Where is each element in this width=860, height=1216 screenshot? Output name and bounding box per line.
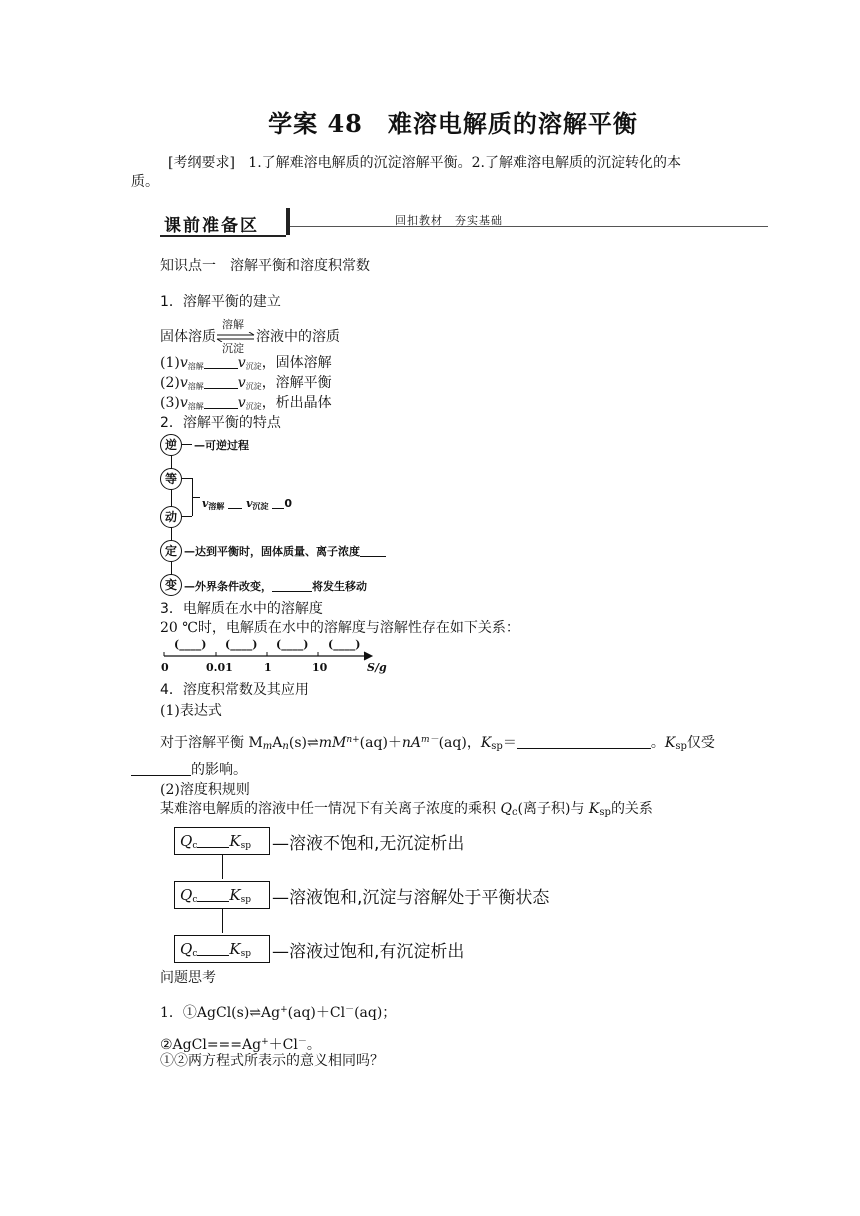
eq-text: (aq)＋Cl	[287, 1005, 346, 1021]
eq-text: (aq)；	[354, 1005, 397, 1021]
expr-text: (aq)＋	[359, 735, 402, 751]
expr-sub: m	[262, 741, 273, 752]
ksp-expression	[160, 731, 715, 756]
requirements-text: 1.了解难溶电解质的沉淀溶解平衡。2.了解难溶电解质的沉淀转化的本	[248, 155, 682, 171]
qc-symbol: Q	[180, 940, 193, 958]
rule-text: (离子积)与	[517, 801, 589, 817]
ksp-subscript: sp	[599, 807, 611, 818]
expr-text: 仅受	[686, 735, 715, 751]
v-symbol: v	[179, 375, 188, 391]
sec3-text: 20 ℃时，电解质在水中的溶解度与溶解性存在如下关系：	[160, 620, 520, 636]
ksp-symbol: K	[480, 735, 492, 751]
qbox-supersaturated	[174, 935, 270, 963]
ksp-symbol: K	[229, 832, 241, 850]
equilibrium-arrow	[216, 318, 256, 355]
qc-subscript: c	[511, 807, 518, 818]
ksp-symbol: K	[229, 940, 241, 958]
item-number: (2)	[160, 375, 180, 391]
solubility-paren-1: (____)	[174, 638, 207, 651]
solubility-rule-text	[160, 800, 653, 822]
requirements-tag: [考纲要求]	[168, 155, 235, 171]
ksp-symbol: K	[664, 735, 676, 751]
sec1-equation	[160, 318, 340, 355]
question-text: ①②两方程式所表示的意义相同吗？	[160, 1053, 384, 1069]
item-result: ，固体溶解	[261, 355, 332, 371]
expr-text: A	[272, 735, 283, 751]
v-symbol: v	[237, 375, 246, 391]
knowledge-point-heading: 知识点一 溶解平衡和溶度积常数	[160, 258, 370, 274]
node-equal: 等	[160, 468, 182, 490]
eq-sup: +	[261, 1037, 269, 1047]
qc-symbol: Q	[180, 886, 193, 904]
sec2-heading: 2．溶解平衡的特点	[160, 415, 281, 431]
eq-text: ②AgCl===Ag	[160, 1037, 262, 1053]
qc-subscript: c	[192, 949, 198, 959]
tick-10: 10	[312, 661, 328, 674]
sec1-heading: 1．溶解平衡的建立	[160, 294, 281, 310]
ksp-symbol: K	[229, 886, 241, 904]
v-symbol: v	[237, 355, 246, 371]
fill-blank[interactable]	[204, 374, 238, 389]
expr-text: mM	[318, 735, 347, 751]
qbox-connector-1	[222, 855, 223, 879]
qc-subscript: c	[192, 841, 198, 851]
arrow-bottom-label: 沉淀	[222, 342, 244, 355]
node-dynamic: 动	[160, 506, 182, 528]
sec1-item-1	[160, 354, 332, 376]
expr-text: (s)⇌	[288, 735, 319, 751]
sec1-prefix: 固体溶质	[160, 329, 216, 345]
sec3-heading: 3．电解质在水中的溶解度	[160, 601, 323, 617]
tick-1: 1	[264, 661, 272, 674]
ksp-symbol: K	[588, 801, 600, 817]
sec1-item-2	[160, 374, 332, 396]
fill-blank[interactable]	[272, 581, 312, 592]
node-fixed-label: —达到平衡时，固体质量、离子浓度	[184, 543, 386, 559]
question-eq1	[160, 1001, 396, 1022]
sec4-heading: 4．溶度积常数及其应用	[160, 682, 309, 698]
expr-text: 。	[650, 735, 665, 751]
fill-blank[interactable]	[204, 394, 238, 409]
rule-text: 的关系	[610, 801, 653, 817]
v-symbol: v	[179, 355, 188, 371]
qc-symbol: Q	[180, 832, 193, 850]
item-result: ，析出晶体	[261, 395, 332, 411]
sec1-suffix: 溶液中的溶质	[256, 329, 340, 345]
v-symbol: v	[246, 497, 253, 510]
banner-subtitle: 回扣教材 夯实基础	[395, 214, 503, 227]
bracket-bottom	[182, 516, 192, 517]
ksp-subscript: sp	[675, 741, 687, 752]
node-label: 达到平衡时，固体质量、离子浓度	[195, 545, 360, 558]
node-fixed: 定	[160, 540, 182, 562]
solubility-paren-3: (____)	[276, 638, 309, 651]
fill-blank[interactable]	[197, 887, 229, 902]
qbox-connector-2	[222, 909, 223, 933]
question-heading: 问题思考	[160, 970, 216, 986]
node-change-label: —外界条件改变， 将发生移动	[184, 580, 367, 593]
expr-sup: n+	[346, 735, 360, 745]
qbox-unsaturated-desc: —溶液不饱和,无沉淀析出	[272, 834, 465, 854]
bracket-top	[182, 478, 192, 479]
v-subscript: 沉淀	[252, 502, 269, 511]
eq-text: 。	[306, 1037, 321, 1053]
question-eq2	[160, 1033, 321, 1054]
expr-text: ＝	[502, 735, 517, 751]
banner-title: 课前准备区	[164, 216, 259, 236]
banner-bar	[286, 208, 290, 235]
influence-text: 的影响。	[191, 762, 247, 778]
v-symbol: v	[237, 395, 246, 411]
qbox-saturated-desc: —溶液饱和,沉淀与溶解处于平衡状态	[272, 888, 550, 908]
qc-symbol: Q	[500, 801, 512, 817]
sec4-sub2: (2)溶度积规则	[160, 782, 250, 798]
rule-text: 某难溶电解质的溶液中任一情况下有关离子浓度的乘积	[160, 801, 501, 817]
arrow-top-label: 溶解	[222, 318, 244, 331]
solubility-paren-2: (____)	[225, 638, 258, 651]
fill-blank[interactable]	[131, 761, 191, 776]
tick-0: 0	[161, 661, 169, 674]
eq-text: 1．①AgCl(s)⇌Ag	[160, 1005, 281, 1021]
fill-blank[interactable]	[204, 354, 238, 369]
v-subscript: 溶解	[187, 382, 204, 391]
v-subscript: 沉淀	[245, 362, 262, 371]
rate-relation	[202, 497, 292, 512]
requirements-line2: 质。	[131, 174, 159, 190]
ksp-subscript: sp	[491, 741, 503, 752]
node-reverse-label: —可逆过程	[194, 439, 249, 452]
fill-blank[interactable]	[272, 498, 284, 509]
banner-underline	[160, 235, 286, 237]
rate-zero: 0	[284, 497, 292, 510]
qc-subscript: c	[192, 895, 198, 905]
ksp-influence	[131, 761, 247, 779]
v-subscript: 溶解	[187, 402, 204, 411]
v-subscript: 溶解	[187, 362, 204, 371]
node-label: 可逆过程	[205, 439, 249, 452]
v-symbol: v	[202, 497, 209, 510]
sec4-sub1: (1)表达式	[160, 703, 222, 719]
bracket-arm	[192, 497, 200, 498]
expr-text: (aq)，	[438, 735, 481, 751]
expr-text: nA	[401, 735, 422, 751]
v-subscript: 沉淀	[245, 402, 262, 411]
sec1-item-3	[160, 394, 332, 416]
fill-blank[interactable]	[360, 546, 386, 557]
item-number: (3)	[160, 395, 180, 411]
solubility-paren-4: (____)	[328, 638, 361, 651]
ksp-expression-blank[interactable]	[517, 734, 651, 749]
ksp-subscript: sp	[240, 841, 251, 851]
node-connector	[182, 444, 192, 445]
banner-rule	[290, 226, 768, 227]
expr-sub: n	[282, 741, 289, 752]
fill-blank[interactable]	[228, 498, 242, 509]
qbox-unsaturated	[174, 827, 270, 855]
eq-sup: －	[297, 1037, 307, 1047]
tick-0.01: 0.01	[206, 661, 233, 674]
v-symbol: v	[179, 395, 188, 411]
eq-text: ＋Cl	[268, 1037, 298, 1053]
ksp-subscript: sp	[240, 895, 251, 905]
requirements-line1	[168, 154, 681, 172]
qbox-saturated	[174, 881, 270, 909]
item-result: ，溶解平衡	[261, 375, 332, 391]
expr-sup: m－	[421, 735, 439, 745]
v-subscript: 溶解	[208, 502, 225, 511]
node-label: 将发生移动	[312, 580, 367, 593]
node-change: 变	[160, 574, 182, 596]
item-number: (1)	[160, 355, 180, 371]
expr-text: 对于溶解平衡 M	[160, 735, 263, 751]
eq-sup: +	[280, 1005, 288, 1015]
eq-sup: －	[345, 1005, 355, 1015]
fill-blank[interactable]	[197, 833, 229, 848]
node-label: 外界条件改变，	[195, 580, 272, 593]
qbox-supersaturated-desc: —溶液过饱和,有沉淀析出	[272, 942, 465, 962]
ksp-subscript: sp	[240, 949, 251, 959]
fill-blank[interactable]	[197, 941, 229, 956]
page-title: 学案 48 难溶电解质的溶解平衡	[268, 109, 638, 138]
node-reverse: 逆	[160, 434, 182, 456]
axis-label: S/g	[367, 661, 387, 674]
v-subscript: 沉淀	[245, 382, 262, 391]
